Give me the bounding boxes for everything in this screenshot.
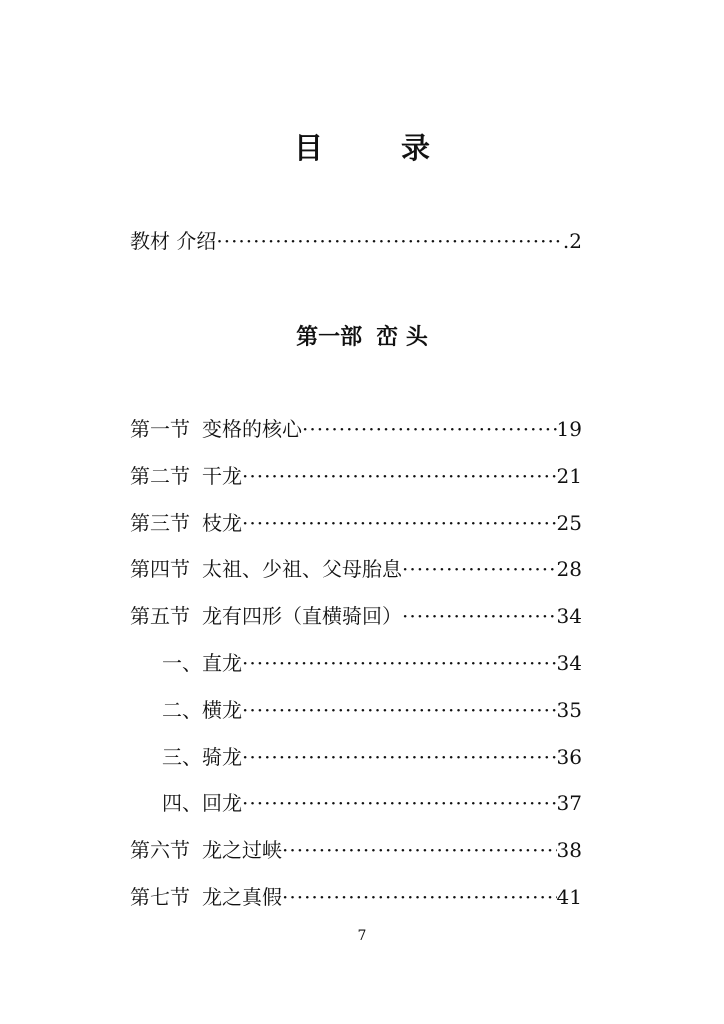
toc-entry[interactable] (130, 837, 582, 884)
toc-entry-page: 21 (556, 463, 582, 488)
toc-subentry-title: 骑龙 (202, 744, 242, 769)
toc-subentry-page: 34 (556, 650, 582, 675)
toc-entry-page: 25 (556, 510, 582, 535)
toc-entry-number: 第七节 (130, 884, 190, 909)
toc-subentry[interactable] (130, 744, 582, 791)
toc-subentry[interactable] (130, 697, 582, 744)
toc-entry[interactable] (130, 510, 582, 557)
toc-entry-page: 28 (556, 557, 582, 582)
part-label: 第一部 (296, 324, 363, 350)
dot-leader (282, 884, 557, 910)
toc-entry-number: 第四节 (130, 557, 190, 582)
toc-entry-intro[interactable] (130, 228, 582, 254)
dot-leader (402, 603, 557, 629)
toc-list (130, 416, 582, 931)
dot-leader (242, 790, 557, 816)
toc-subentry-number: 二、 (162, 697, 202, 722)
toc-subentry[interactable] (130, 650, 582, 697)
toc-entry-label: 教材 介绍 (130, 229, 217, 253)
dot-leader (242, 510, 557, 536)
dot-leader (402, 556, 557, 582)
toc-entry[interactable] (130, 603, 582, 650)
toc-entry[interactable] (130, 884, 582, 931)
toc-subentry-number: 三、 (162, 744, 202, 769)
page-title: 目 录 (293, 131, 465, 165)
toc-entry-number: 第一节 (130, 417, 190, 441)
toc-entry-title: 龙之真假 (202, 884, 282, 909)
toc-subentry-page: 36 (556, 744, 582, 769)
dot-leader (302, 416, 557, 442)
toc-entry-page: 41 (556, 884, 582, 909)
dot-leader (216, 228, 563, 254)
dot-leader (282, 837, 557, 863)
toc-entry-page: 34 (556, 604, 582, 629)
toc-subentry-page: 37 (556, 791, 582, 816)
toc-entry-title: 变格的核心 (202, 417, 302, 441)
toc-entry-title: 太祖、少祖、父母胎息 (202, 557, 402, 582)
toc-entry-title: 龙有四形（直横骑回） (202, 604, 402, 629)
toc-subentry-number: 一、 (162, 650, 202, 675)
toc-entry-page: 38 (556, 838, 582, 863)
toc-subentry[interactable] (130, 790, 582, 837)
toc-subentry-title: 直龙 (202, 650, 242, 675)
toc-entry-title: 龙之过峡 (202, 838, 282, 863)
page-number: 7 (357, 928, 367, 944)
toc-entry-page: .2 (562, 229, 582, 253)
toc-entry-page: 19 (556, 417, 582, 441)
toc-subentry-title: 横龙 (202, 697, 242, 722)
toc-entry[interactable] (130, 463, 582, 510)
dot-leader (242, 697, 557, 723)
toc-subentry-page: 35 (556, 697, 582, 722)
toc-entry-number: 第二节 (130, 463, 190, 488)
toc-entry[interactable] (130, 416, 582, 463)
toc-subentry-title: 回龙 (202, 791, 242, 816)
dot-leader (242, 744, 557, 770)
toc-entry-title: 枝龙 (202, 510, 242, 535)
toc-entry-number: 第六节 (130, 838, 190, 863)
part-heading (0, 320, 724, 351)
toc-entry-number: 第三节 (130, 510, 190, 535)
dot-leader (242, 463, 557, 489)
toc-entry-number: 第五节 (130, 604, 190, 629)
toc-subentry-number: 四、 (162, 791, 202, 816)
toc-entry-title: 干龙 (202, 463, 242, 488)
part-name: 峦 头 (376, 324, 428, 350)
dot-leader (242, 650, 557, 676)
toc-entry[interactable] (130, 556, 582, 603)
